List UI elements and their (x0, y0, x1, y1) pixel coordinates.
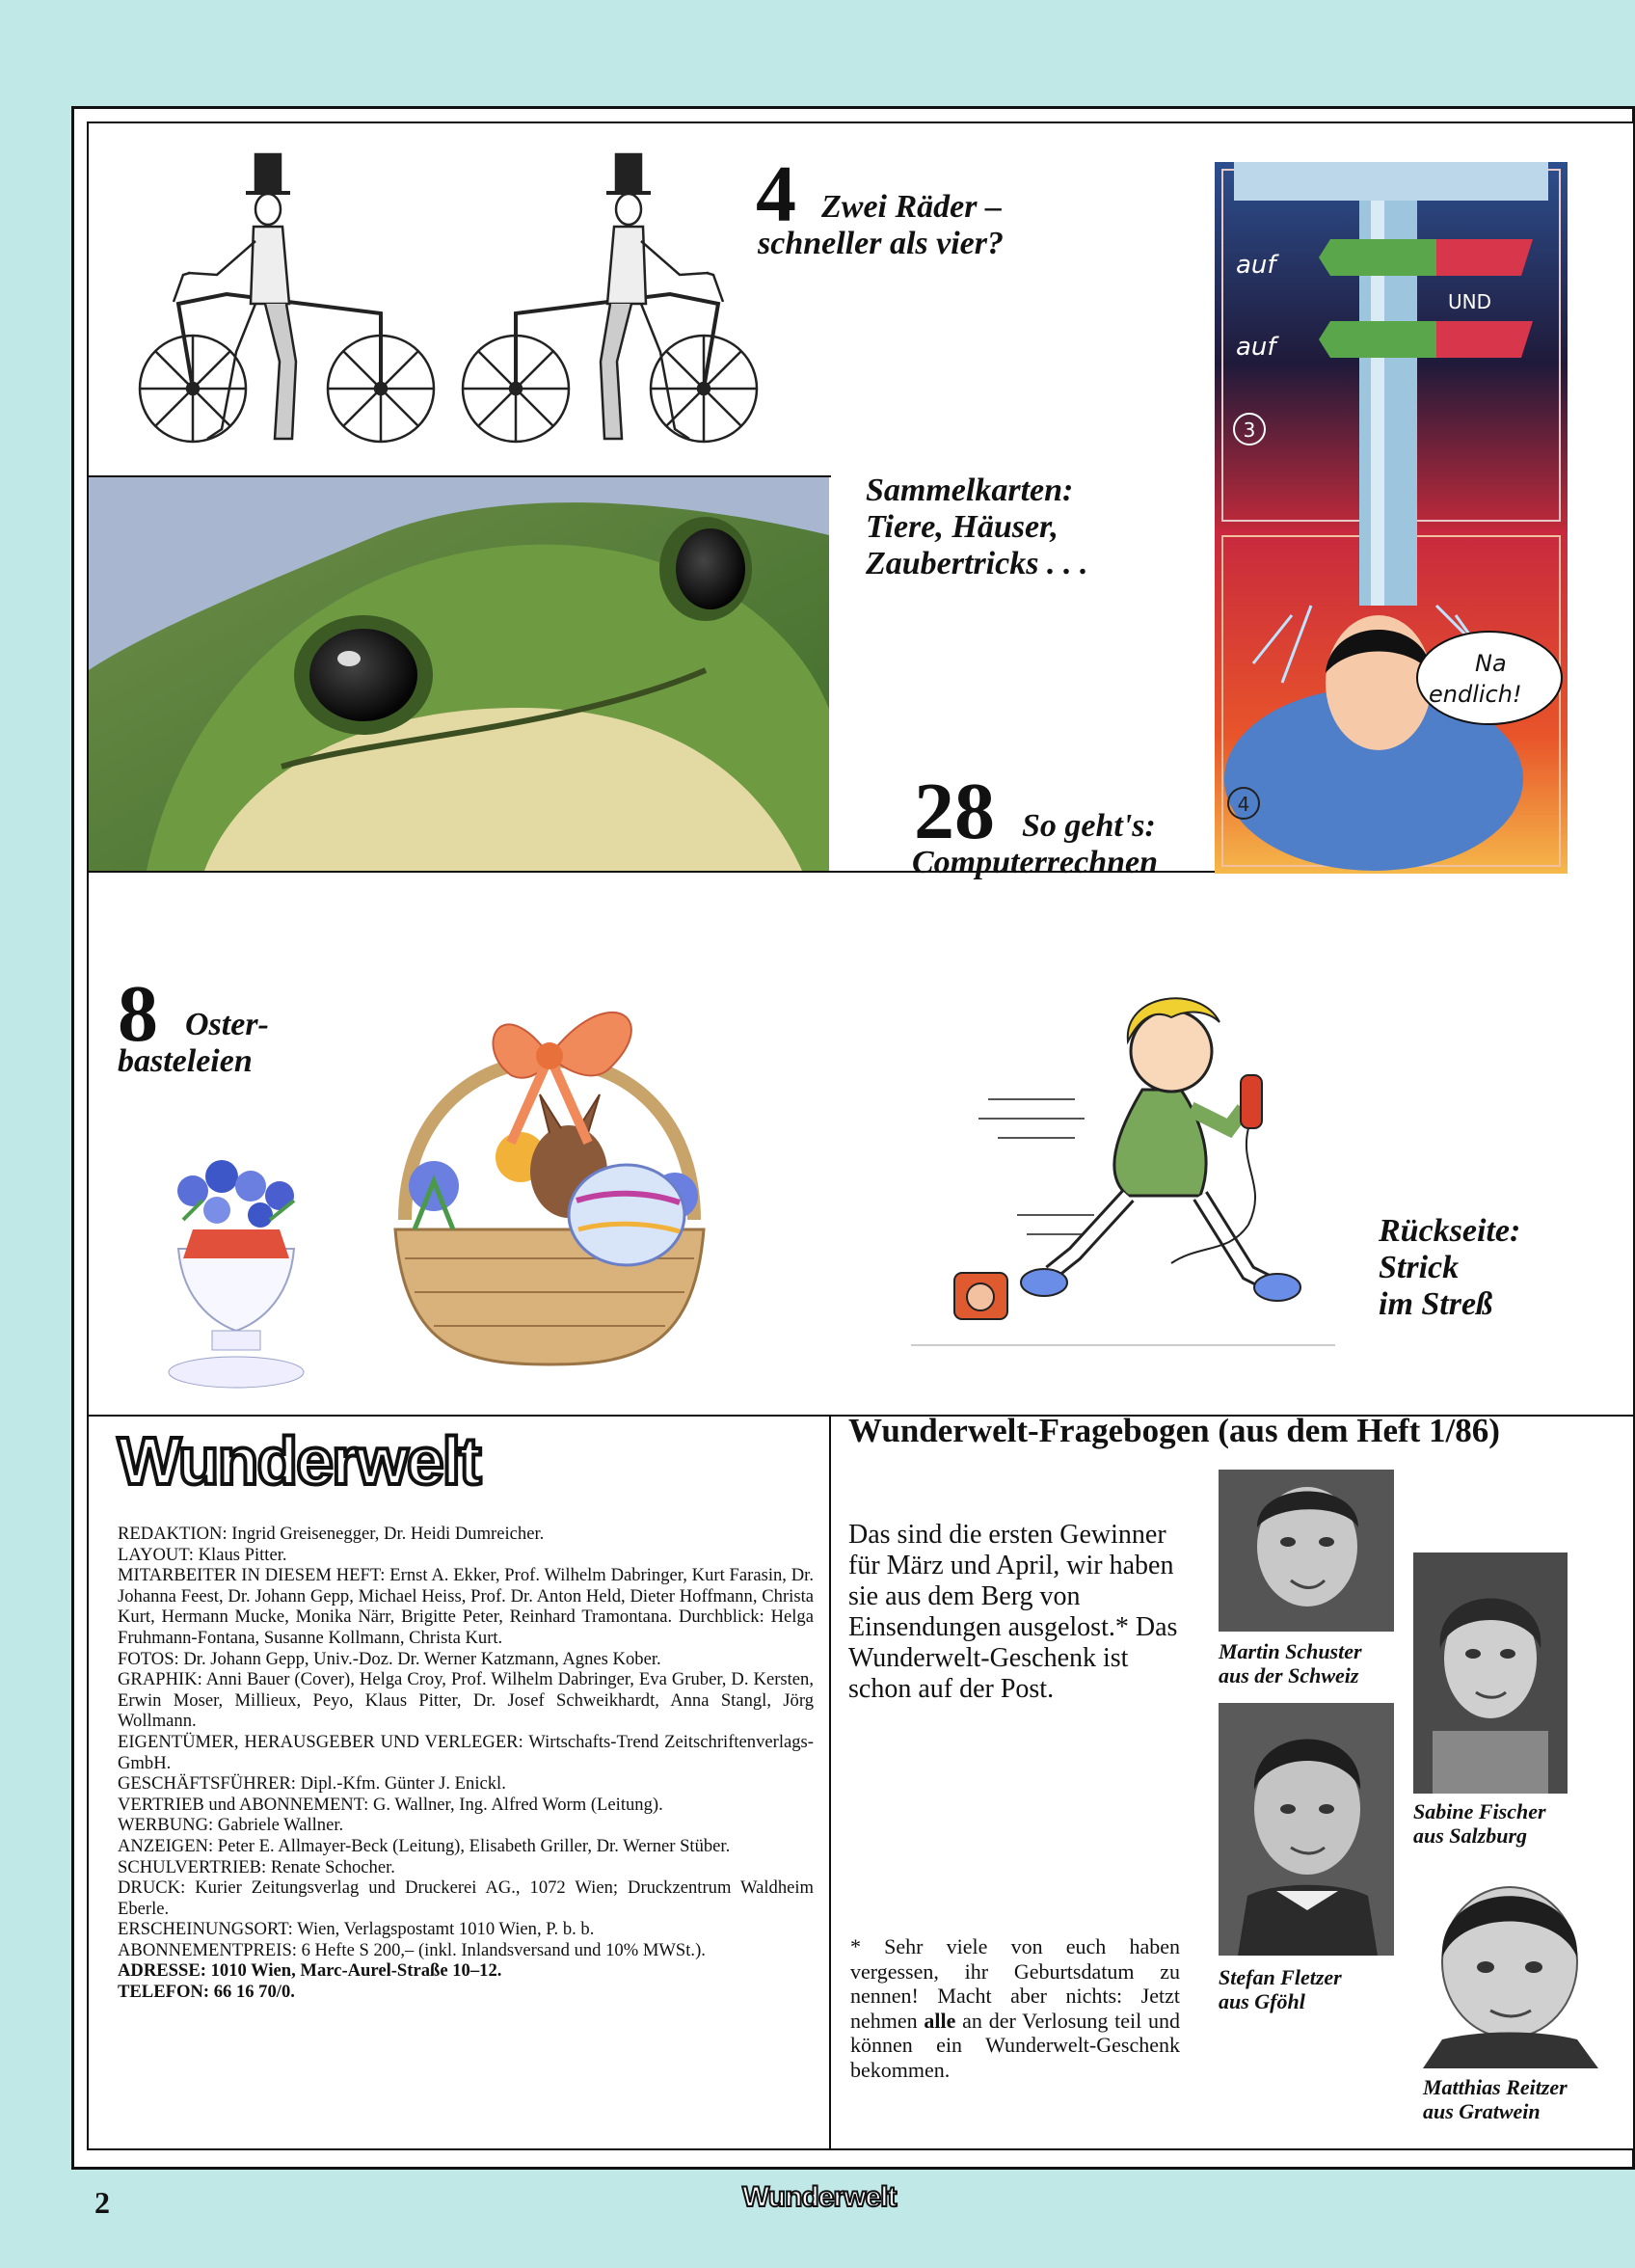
draisine-left (140, 154, 434, 442)
topic-number-8: 8 (118, 969, 158, 1059)
masthead-line: GESCHÄFTSFÜHRER: Dipl.-Kfm. Günter J. Enickl. (118, 1773, 506, 1795)
page-number: 2 (94, 2185, 110, 2220)
panel-number-3: 3 (1243, 418, 1256, 442)
winner-place: aus der Schweiz (1219, 1663, 1359, 1688)
winner-photo-stefan (1219, 1703, 1394, 1956)
topic-title-line: Zwei Räder – (821, 189, 1002, 225)
topic-title-line: basteleien (118, 1043, 253, 1079)
masthead-line: ERSCHEINUNGSORT: Wien, Verlagspostamt 1010 Wien, P. b. b. (118, 1919, 595, 1940)
masthead-line: LAYOUT: Klaus Pitter. (118, 1544, 287, 1565)
masthead-line: ABONNEMENTPREIS: 6 Hefte S 200,– (inkl. Inlandsversand und 10% MWSt.). (118, 1939, 706, 1960)
masthead-line: FOTOS: Dr. Johann Gepp, Univ.-Doz. Dr. Werner Katzmann, Agnes Kober. (118, 1648, 661, 1669)
sign-text-und: UND (1448, 290, 1491, 313)
winner-caption-sabine (1413, 1799, 1606, 1848)
topic-number-28: 28 (914, 767, 995, 856)
frog-photo (89, 477, 829, 871)
masthead-line: VERTRIEB und ABONNEMENT: G. Wallner, Ing. Alfred Worm (Leitung). (118, 1794, 663, 1815)
divider-columns (829, 1415, 831, 2149)
winner-photo-martin (1219, 1470, 1394, 1632)
winner-place: aus Gföhl (1219, 1989, 1305, 2013)
topic-title-line: Oster- (185, 1007, 269, 1042)
bubble-text-na: Na (1475, 650, 1507, 677)
topic-title-line: im Streß (1379, 1286, 1493, 1322)
topic-title-bicycles (758, 189, 1047, 262)
topic-title-line: Strick (1379, 1250, 1460, 1285)
sign-text-auf-2: auf (1236, 333, 1276, 362)
footnote-text-start: * Sehr viele von euch haben vergessen, ihr Geburtsdatum zu nennen! Macht aber nichts: Jetzt nehmen (850, 1934, 1180, 2033)
draisine-illustration (121, 149, 776, 448)
footnote-text-bold: alle (924, 2008, 956, 2033)
signpost-cartoon (1215, 162, 1568, 874)
running-boy-cartoon (882, 964, 1383, 1369)
masthead-line: DRUCK: Kurier Zeitungsverlag und Druckerei AG., 1072 Wien; Druckzentrum Waldheim Eberle. (118, 1877, 814, 1919)
survey-footnote (850, 1934, 1180, 2082)
winner-photo-matthias (1413, 1866, 1608, 2068)
easter-illustration (125, 911, 800, 1393)
masthead-phone (118, 1982, 814, 2003)
topic-title-line: Sammelkarten: (866, 472, 1074, 508)
easter-basket (395, 1012, 704, 1364)
survey-heading: Wunderwelt-Fragebogen (aus dem Heft 1/86) (848, 1412, 1500, 1449)
winner-photo-sabine (1413, 1552, 1568, 1794)
winner-place: aus Salzburg (1413, 1823, 1528, 1848)
winner-name: Sabine Fischer (1413, 1799, 1546, 1823)
topic-title-computer (912, 808, 1220, 881)
egg-cup-violets (169, 1160, 304, 1388)
masthead-line: SCHULVERTRIEB: Renate Schocher. (118, 1856, 395, 1877)
masthead-line: WERBUNG: Gabriele Wallner. (118, 1815, 344, 1836)
sign-text-auf-1: auf (1236, 251, 1276, 280)
masthead-line: REDAKTION: Ingrid Greisenegger, Dr. Heidi Dumreicher. (118, 1524, 545, 1544)
footnote-text-end: an der Verlosung teil und können ein Wunderwelt-Geschenk bekommen. (850, 2008, 1180, 2082)
topic-title-line: Computerrechnen (912, 845, 1159, 880)
winner-caption-matthias (1423, 2075, 1625, 2123)
masthead-address (118, 1960, 814, 1982)
topic-title-backside (1379, 1213, 1591, 1323)
bubble-text-endlich: endlich! (1429, 681, 1522, 708)
topic-title-line: Tiere, Häuser, (866, 509, 1059, 545)
topic-title-cards (866, 472, 1174, 582)
phone-text: TELEFON: 66 16 70/0. (118, 1982, 295, 2003)
winner-name: Matthias Reitzer (1423, 2075, 1568, 2099)
masthead-credits (118, 1524, 814, 2003)
survey-text: Das sind die ersten Gewinner für März und April, wir haben sie aus dem Berg von Einsendungen ausgelost.* Das Wunderwelt-Geschenk ist schon auf der Post. (848, 1520, 1178, 1704)
topic-title-line: So geht's: (1022, 808, 1156, 844)
winner-caption-stefan (1219, 1965, 1411, 2013)
masthead-logo: Wunderwelt (118, 1423, 480, 1498)
masthead-line: EIGENTÜMER, HERAUSGEBER UND VERLEGER: Wirtschafts-Trend Zeitschriftenverlags-GmbH. (118, 1731, 814, 1773)
topic-number-4: 4 (756, 149, 796, 239)
winner-name: Stefan Fletzer (1219, 1965, 1342, 1989)
masthead-line: MITARBEITER IN DIESEM HEFT: Ernst A. Ekker, Prof. Wilhelm Dabringer, Kurt Farasin, Dr. Johanna Feest, Dr. Johann Gepp, Michael Heiss, Prof. Dr. Anton Held, Dieter Hoffmann, Christa Kurt, Hermann Mucke, Monika Närr, Brigitte Peter, Reinhard Tramontana. Durchblick: Helga Fruhmann-Fontana, Susanne Kollmann, Christa Kurt. (118, 1565, 814, 1648)
address-text: ADRESSE: 1010 Wien, Marc-Aurel-Straße 10–12. (118, 1960, 502, 1982)
topic-title-line: Rückseite: (1379, 1213, 1521, 1249)
masthead-line: GRAPHIK: Anni Bauer (Cover), Helga Croy, Prof. Wilhelm Dabringer, Eva Gruber, D. Kersten, Erwin Moser, Millieux, Peyo, Klaus Pitter, Dr. Josef Schweikhardt, Anna Stangl, Jörg Wollmann. (118, 1669, 814, 1732)
topic-title-line: Zaubertricks . . . (866, 546, 1088, 581)
footer-logo: Wunderwelt (742, 2181, 897, 2213)
winner-name: Martin Schuster (1219, 1639, 1362, 1663)
panel-number-4: 4 (1237, 793, 1250, 816)
winner-caption-martin (1219, 1639, 1411, 1688)
winner-place: aus Gratwein (1423, 2099, 1541, 2123)
draisine-right (463, 154, 757, 442)
masthead-line: ANZEIGEN: Peter E. Allmayer-Beck (Leitung), Elisabeth Griller, Dr. Werner Stüber. (118, 1835, 731, 1856)
topic-title-line: schneller als vier? (758, 226, 1004, 261)
